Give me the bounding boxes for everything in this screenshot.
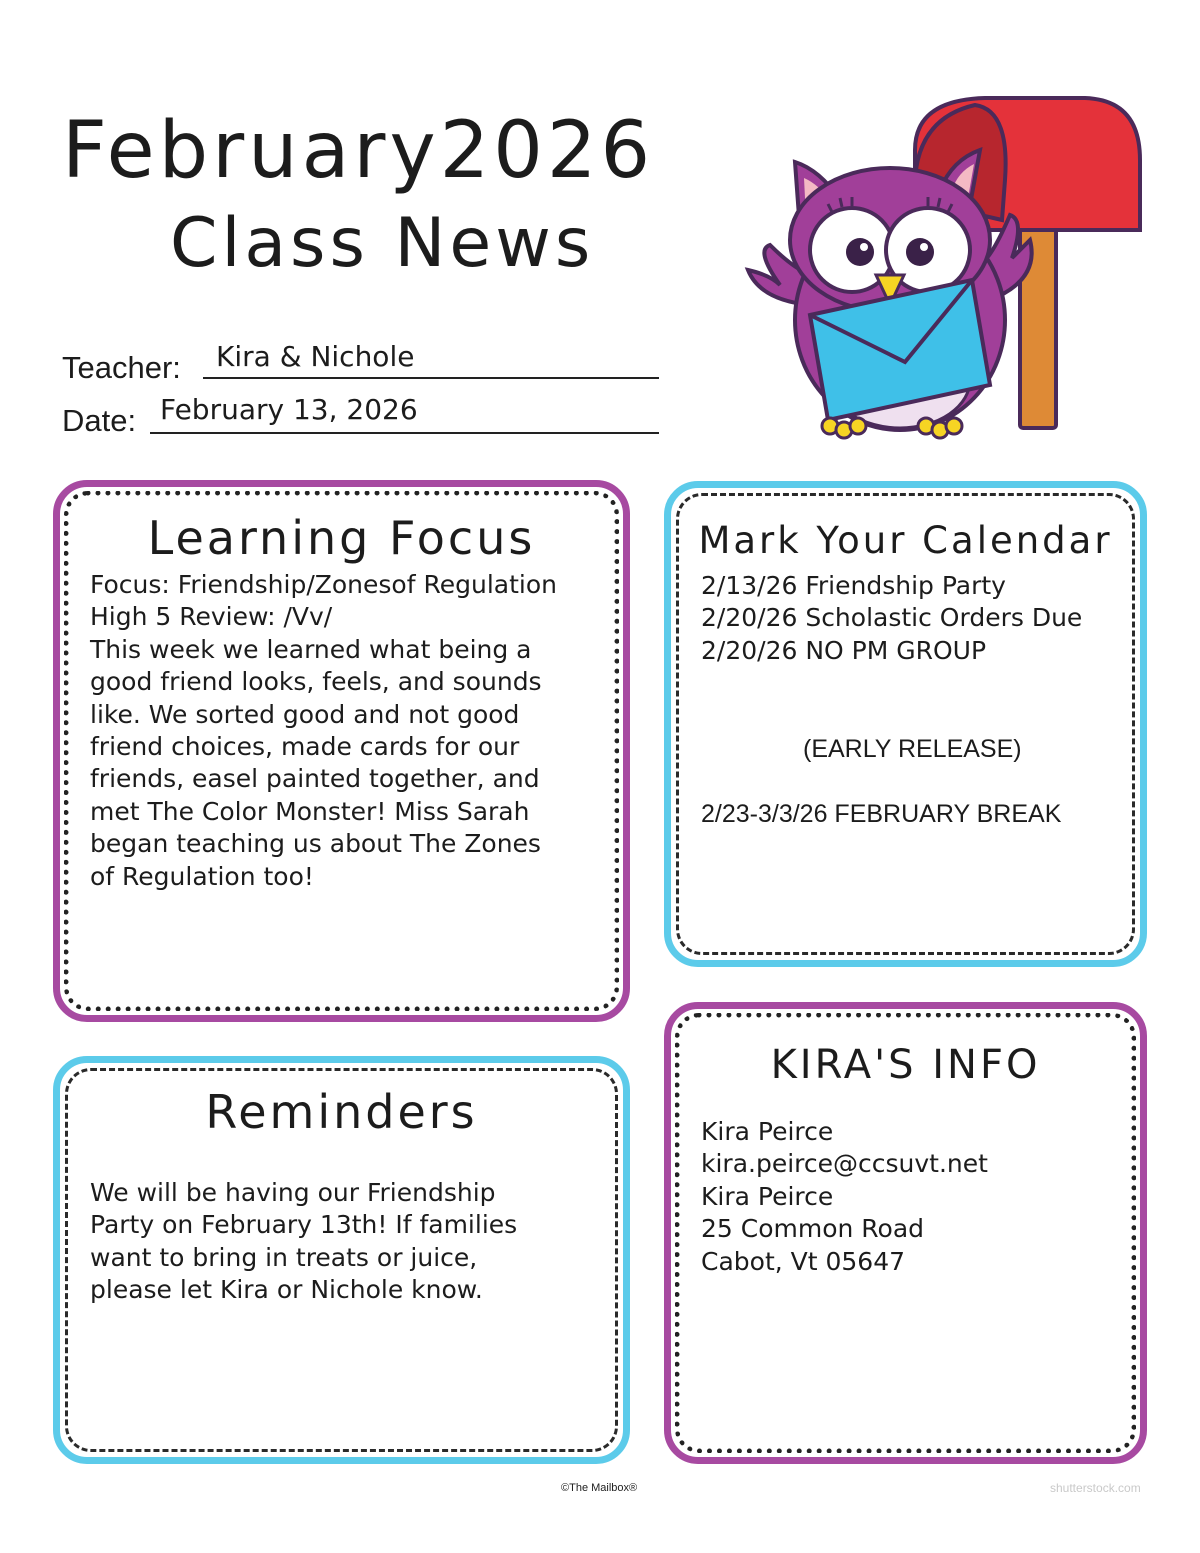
- reminders-line: please let Kira or Nichole know.: [90, 1275, 483, 1305]
- reminders-title: Reminders: [205, 1085, 478, 1139]
- date-value: February 13, 2026: [160, 393, 418, 426]
- calendar-event: 2/20/26 NO PM GROUP: [701, 635, 987, 665]
- reminders-line: Party on February 13th! If families: [90, 1210, 518, 1240]
- calendar-box: [664, 481, 1147, 967]
- info-line: Kira Peirce: [701, 1181, 834, 1211]
- info-line: Kira Peirce: [701, 1117, 834, 1146]
- reminders-text: [90, 1177, 517, 1307]
- teacher-line: [203, 377, 659, 379]
- learning-focus-line: began teaching us about The Zones: [90, 829, 541, 859]
- owl-mailbox-illustration: [740, 90, 1160, 450]
- learning-focus-line: friends, easel painted together, and: [90, 764, 540, 794]
- learning-focus-line: friend choices, made cards for our: [90, 731, 520, 761]
- info-line: 25 Common Road: [701, 1214, 925, 1244]
- learning-focus-line: Focus: Friendship/Zonesof Regulation: [90, 570, 557, 599]
- learning-focus-box: [53, 480, 630, 1022]
- calendar-note: (EARLY RELEASE): [803, 735, 1022, 763]
- learning-focus-line: This week we learned what being a: [90, 634, 532, 664]
- learning-focus-line: High 5 Review: /Vv/: [90, 602, 333, 632]
- watermark: shutterstock.com: [1050, 1481, 1141, 1495]
- info-text: [701, 1116, 988, 1278]
- learning-focus-line: met The Color Monster! Miss Sarah: [90, 796, 530, 826]
- reminders-line: We will be having our Friendship: [90, 1178, 496, 1207]
- calendar-break: 2/23-3/3/26 FEBRUARY BREAK: [701, 800, 1062, 828]
- info-title: KIRA'S INFO: [770, 1042, 1041, 1088]
- learning-focus-line: of Regulation too!: [90, 861, 314, 891]
- page-subtitle: Class News: [170, 204, 595, 283]
- teacher-value: Kira & Nichole: [216, 340, 415, 373]
- footer-credit: ©The Mailbox®: [561, 1482, 638, 1494]
- calendar-border: [676, 493, 1135, 955]
- info-line: Cabot, Vt 05647: [701, 1246, 906, 1276]
- reminders-line: want to bring in treats or juice,: [90, 1242, 478, 1272]
- learning-focus-line: good friend looks, feels, and sounds: [90, 667, 542, 697]
- info-line: kira.peirce@ccsuvt.net: [701, 1149, 988, 1179]
- page-title: February2026: [62, 106, 655, 196]
- learning-focus-line: like. We sorted good and not good: [90, 699, 520, 729]
- teacher-label: Teacher:: [62, 350, 181, 385]
- calendar-event: 2/13/26 Friendship Party: [701, 571, 1006, 600]
- learning-focus-title: Learning Focus: [147, 511, 536, 565]
- learning-focus-text: [90, 569, 557, 893]
- reminders-box: [53, 1056, 630, 1464]
- calendar-title: Mark Your Calendar: [698, 519, 1113, 562]
- info-box: [664, 1002, 1147, 1464]
- calendar-event: 2/20/26 Scholastic Orders Due: [701, 603, 1083, 633]
- date-label: Date:: [62, 403, 137, 438]
- date-line: [150, 432, 659, 434]
- calendar-events: [701, 570, 1082, 667]
